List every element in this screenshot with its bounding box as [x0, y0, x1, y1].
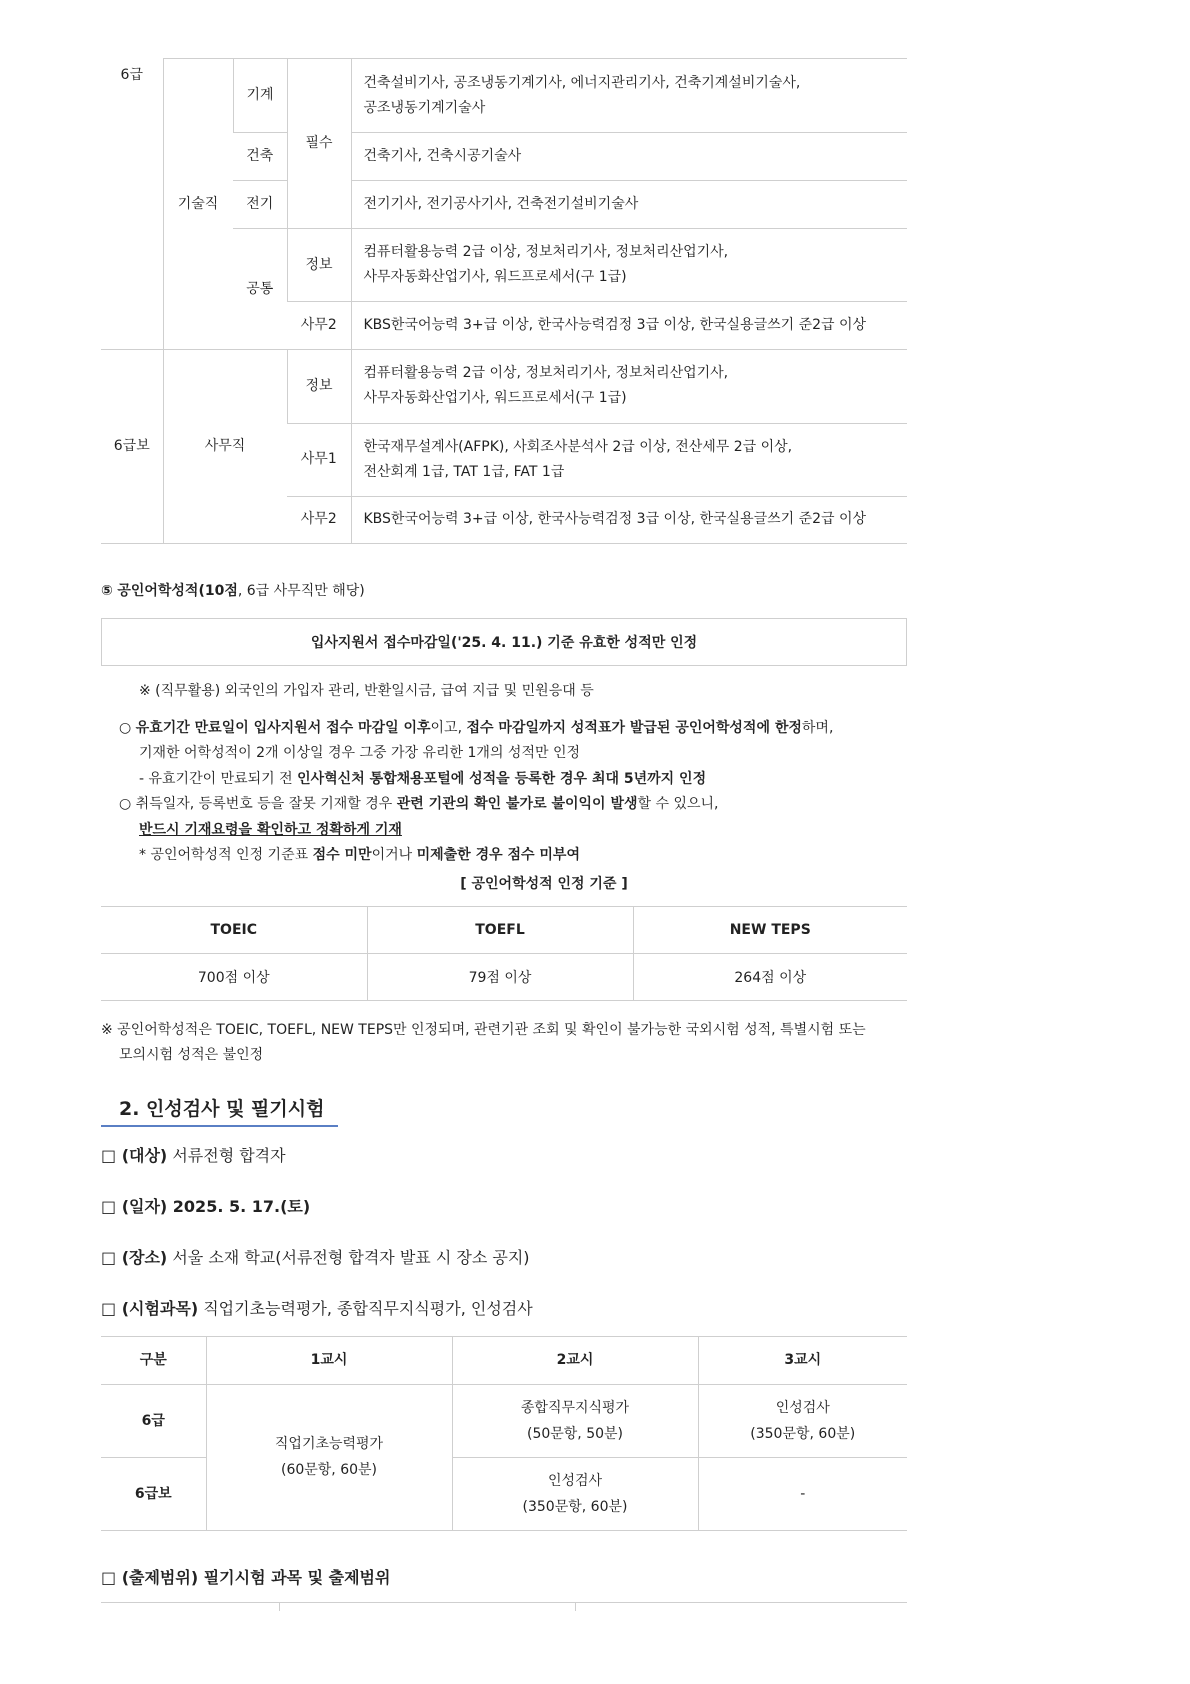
gongtong-cell: 공통	[233, 229, 287, 350]
bullet-list	[101, 716, 907, 869]
bullet-1-a: 유효기간 만료일이 입사지원서 접수 마감일 이후	[135, 719, 431, 736]
exam-p1-line-2: (60문항, 60분)	[280, 1462, 378, 1478]
lang-header-row	[101, 906, 907, 953]
exam-header-row	[101, 1336, 907, 1384]
exam-row-6	[101, 1384, 907, 1457]
item-place-key: □ (장소)	[101, 1247, 168, 1267]
lang-table-caption: [ 공인어학성적 인정 기준 ]	[460, 875, 628, 892]
jeongbo-text	[351, 229, 907, 302]
jeongi-cell: 전기	[233, 181, 287, 229]
item-subjects-val: 직업기초능력평가, 종합직무지식평가, 인성검사	[198, 1298, 533, 1318]
pilsu-cell: 필수	[287, 59, 351, 229]
gisul-cell: 기술직	[163, 59, 233, 350]
samu1-text	[351, 423, 907, 496]
bullet-1-b: 이고,	[430, 719, 467, 736]
bullet-1-line-3b: 인사혁신처 통합채용포털에 성적을 등록한 경우 최대 5년까지 인정	[297, 770, 707, 787]
valid-score-box: 입사지원서 접수마감일('25. 4. 11.) 기준 유효한 성적만 인정	[101, 618, 907, 666]
bullet-1-mark: ○	[119, 719, 132, 736]
exam-header-period-3: 3교시	[698, 1336, 907, 1384]
exam-r1p2-line-1: 종합직무지식평가	[520, 1399, 630, 1416]
exam-row-6-period-3	[698, 1384, 907, 1457]
item-date	[101, 1194, 907, 1217]
geonchuk-text: 건축기사, 건축시공기술사	[351, 133, 907, 181]
exam-header-period-1: 1교시	[206, 1336, 452, 1384]
item-target-key: □ (대상)	[101, 1145, 168, 1165]
exam-r2p2-line-1: 인성검사	[547, 1472, 603, 1489]
bullet-2-underlined: 반드시 기재요령을 확인하고 정확하게 기재	[139, 821, 402, 838]
exam-schedule-table	[101, 1336, 907, 1531]
jeongbo-line-2: 사무자동화산업기사, 워드프로세서(구 1급)	[363, 269, 627, 285]
bullet-2	[101, 792, 907, 818]
bullet-1-line-3a: - 유효기간이 만료되기 전	[139, 770, 298, 787]
jeongbo-text-6bo	[351, 350, 907, 423]
samu2-cell: 사무2	[287, 302, 351, 350]
document-body	[101, 58, 907, 1610]
lang-value-toeic: 700점 이상	[101, 953, 367, 1000]
lang-header-toefl: TOEFL	[367, 906, 633, 953]
exam-header-category: 구분	[101, 1336, 206, 1384]
bullet-2-b: 관련 기관의 확인 불가로 불이익이 발생	[396, 796, 638, 812]
geonchuk-cell: 건축	[233, 133, 287, 181]
bullet-1-d: 하며,	[801, 719, 834, 736]
bullet-2-line-2	[101, 818, 907, 844]
item-exam-scope: □ (출제범위) 필기시험 과목 및 출제범위	[101, 1567, 391, 1587]
bullet-2-line-3c: 이거나	[371, 847, 417, 863]
jeongi-text: 전기기사, 전기공사기사, 건축전기설비기술사	[351, 181, 907, 229]
bullet-1	[101, 716, 907, 742]
lang-value-toefl: 79점 이상	[367, 953, 633, 1000]
exam-period-1-cell	[206, 1384, 452, 1530]
samu2-cell-6bo: 사무2	[287, 496, 351, 543]
lang-header-toeic: TOEIC	[101, 906, 367, 953]
jeongbo-line-1: 컴퓨터활용능력 2급 이상, 정보처리기사, 정보처리산업기사,	[363, 244, 729, 260]
lang-value-teps: 264점 이상	[633, 953, 907, 1000]
section-2-title: 2. 인성검사 및 필기시험	[101, 1094, 338, 1127]
gigye-line-2: 공조냉동기계기술사	[363, 99, 486, 116]
exam-row-6bo-period-2	[452, 1457, 698, 1530]
exam-row-6bo-label: 6급보	[101, 1457, 206, 1530]
samujik-cell: 사무직	[163, 350, 287, 543]
samu1-line-1: 한국재무설계사(AFPK), 사회조사분석사 2급 이상, 전산세무 2급 이상,	[363, 438, 793, 455]
bullet-1-line-2: 기재한 어학성적이 2개 이상일 경우 그중 가장 유리한 1개의 성적만 인정	[139, 745, 580, 761]
jeongbo-cell: 정보	[287, 229, 351, 302]
next-table-top-edge	[101, 1602, 907, 1610]
section-5-heading	[101, 580, 907, 600]
samu2-text-6bo: KBS한국어능력 3+급 이상, 한국사능력검정 3급 이상, 한국실용글쓰기 준2급 이상	[351, 496, 907, 543]
gigye-text	[351, 59, 907, 133]
lang-value-row	[101, 953, 907, 1000]
item-target-val: 서류전형 합격자	[167, 1145, 286, 1165]
exam-header-period-2: 2교시	[452, 1336, 698, 1384]
bullet-2-a: 취득일자, 등록번호 등을 잘못 기재할 경우	[135, 796, 397, 812]
bullet-2-c: 할 수 있으니,	[637, 796, 719, 812]
item-place	[101, 1245, 907, 1268]
bullet-2-line-3b: 점수 미만	[312, 847, 372, 863]
section-5-number: ⑤	[101, 582, 113, 599]
jeongbo-6bo-line-2: 사무자동화산업기사, 워드프로세서(구 1급)	[363, 390, 627, 407]
item-subjects-key: □ (시험과목)	[101, 1298, 199, 1318]
bullet-2-line-3	[101, 843, 907, 869]
samu2-text: KBS한국어능력 3+급 이상, 한국사능력검정 3급 이상, 한국실용글쓰기 준2급 이상	[351, 302, 907, 350]
exam-row-6bo-period-3: -	[698, 1457, 907, 1530]
language-score-table	[101, 906, 907, 1001]
exam-r1p2-line-2: (50문항, 50분)	[526, 1425, 624, 1442]
exam-r2p2-line-2: (350문항, 60분)	[522, 1498, 628, 1515]
section-5-rest: , 6급 사무직만 해당)	[237, 582, 365, 599]
bullet-2-line-3d: 미제출한 경우 점수 미부여	[416, 847, 580, 863]
samu1-line-2: 전산회계 1급, TAT 1급, FAT 1급	[363, 463, 565, 480]
lang-footnote-line-2: 모의시험 성적은 불인정	[119, 1046, 264, 1063]
exam-r1p3-line-1: 인성검사	[775, 1399, 830, 1416]
exam-row-6-label: 6급	[101, 1384, 206, 1457]
qualification-table	[101, 58, 907, 350]
item-target	[101, 1143, 907, 1166]
jeongbo-6bo-line-1: 컴퓨터활용능력 2급 이상, 정보처리기사, 정보처리산업기사,	[363, 365, 729, 382]
grade-6bo-cell: 6급보	[101, 350, 163, 543]
bullet-1-line-3	[101, 767, 907, 793]
lang-footnote-line-1: ※ 공인어학성적은 TOEIC, TOEFL, NEW TEPS만 인정되며, 관련기관 조회 및 확인이 불가능한 국외시험 성적, 특별시험 또는	[101, 1021, 866, 1038]
bullet-1-c: 접수 마감일까지 성적표가 발급된 공인어학성적에 한정	[466, 719, 802, 736]
exam-row-6-period-2	[452, 1384, 698, 1457]
gigye-cell: 기계	[233, 59, 287, 133]
item-place-val: 서울 소재 학교(서류전형 합격자 발표 시 장소 공지)	[167, 1247, 530, 1267]
exam-p1-line-1: 직업기초능력평가	[274, 1436, 384, 1452]
gigye-line-1: 건축설비기사, 공조냉동기계기사, 에너지관리기사, 건축기계설비기술사,	[363, 74, 801, 91]
section-5-title: 공인어학성적(10점	[117, 582, 238, 599]
item-date-key: □ (일자) 2025. 5. 17.(토)	[101, 1196, 311, 1216]
job-use-note: ※ (직무활용) 외국인의 가입자 관리, 반환일시금, 급여 지급 및 민원응대 등	[139, 682, 594, 699]
grade-6-cell: 6급	[101, 59, 163, 350]
next-table-divider-2	[575, 1603, 576, 1611]
jeongbo-cell-6bo: 정보	[287, 350, 351, 423]
exam-r1p3-line-2: (350문항, 60분)	[750, 1425, 856, 1442]
lang-footnote	[101, 1018, 907, 1068]
bullet-2-line-3a: * 공인어학성적 인정 기준표	[139, 847, 313, 863]
samu1-cell: 사무1	[287, 423, 351, 496]
next-table-divider-1	[279, 1603, 280, 1611]
lang-header-teps: NEW TEPS	[633, 906, 907, 953]
bullet-2-mark: ○	[119, 796, 132, 812]
qualification-table-6bo	[101, 350, 907, 544]
item-subjects	[101, 1296, 907, 1319]
